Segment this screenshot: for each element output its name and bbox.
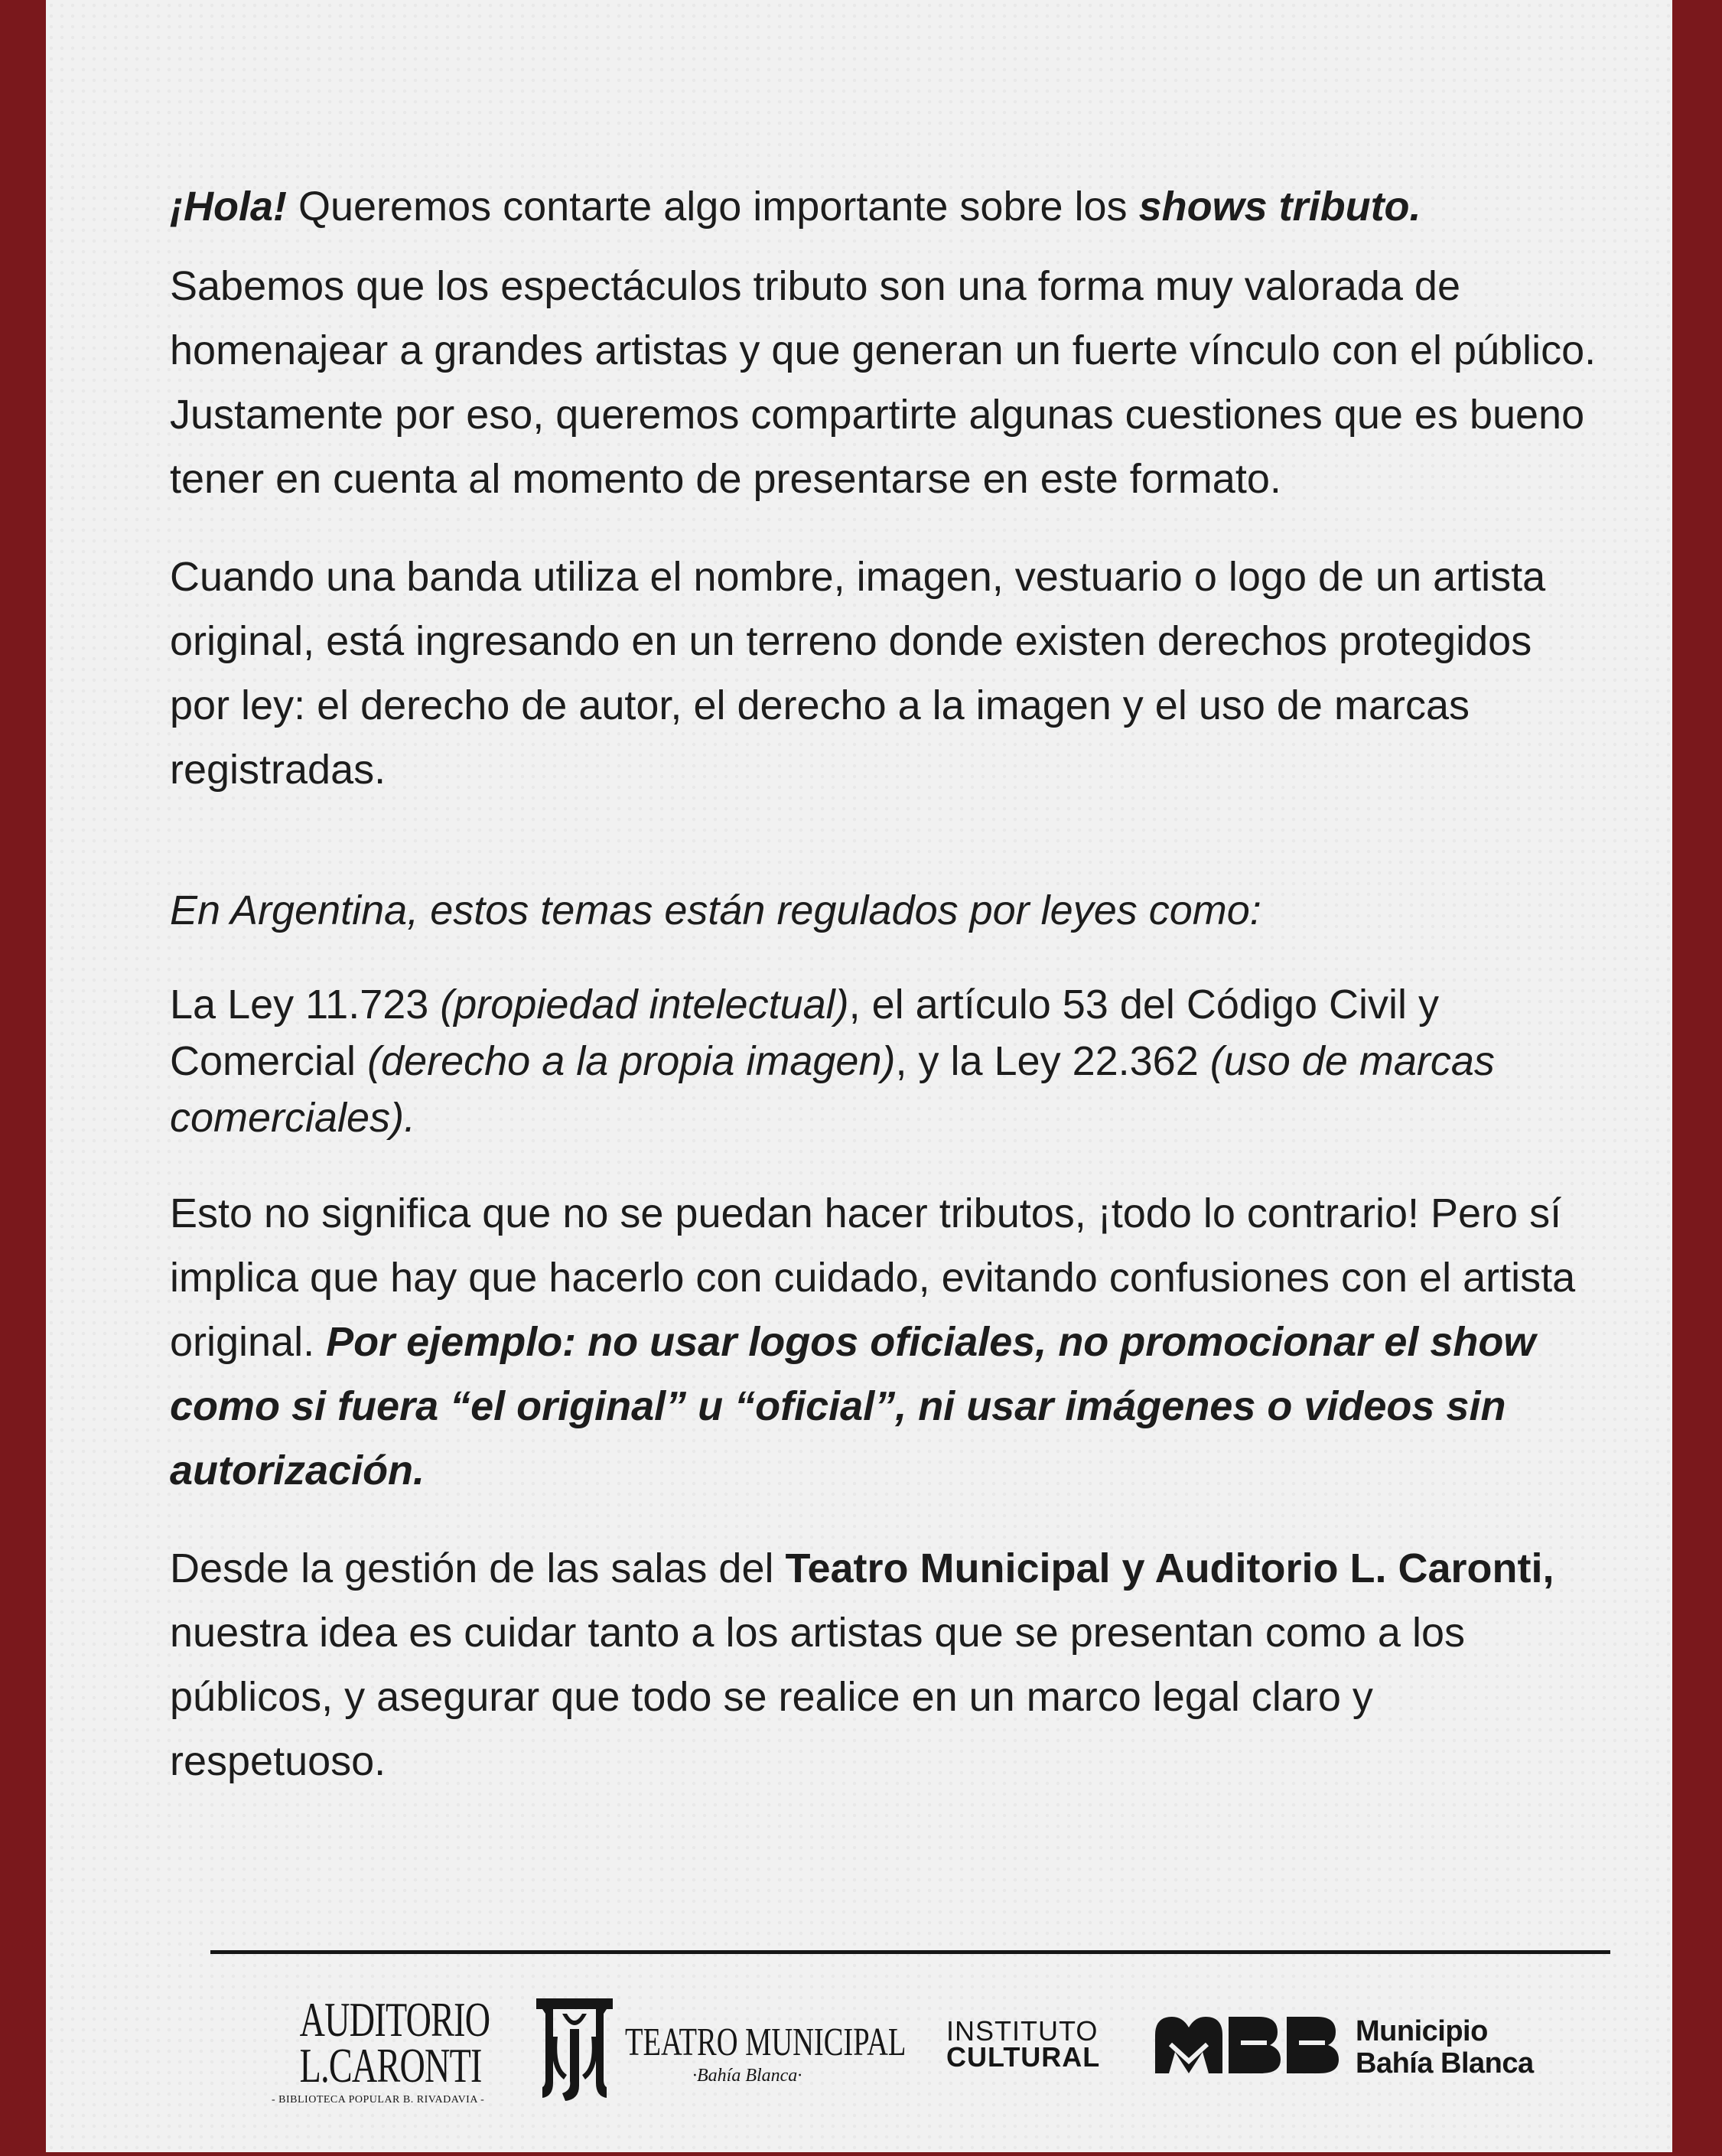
closing-paragraph (170, 1536, 1600, 1793)
law-part-e: , y la Ley 22.362 (895, 1038, 1210, 1084)
greeting-paragraph (170, 174, 1600, 239)
law-part-c: , el artículo 53 del Código Civil y Comercial (170, 982, 1440, 1084)
intro-paragraph: Sabemos que los espectáculos tributo son una forma muy valorada de homenajear a grandes artistas y que generan un fuerte vínculo con el público. Justamente por eso, queremos compartirte algunas cuestiones que es bueno tener en cuenta al momento de presentarse en este formato. (170, 263, 1597, 502)
greeting-shows: shows tributo. (1138, 184, 1421, 230)
mbb-monogram-icon (1155, 2012, 1346, 2076)
law-part-d: (derecho a la propia imagen) (367, 1038, 896, 1084)
tributes-paragraph (170, 1181, 1600, 1503)
footer-logos (210, 1982, 1610, 2119)
closing-venues: Teatro Municipal y Auditorio L. Caronti, (785, 1545, 1554, 1591)
tributes-text: Esto no significa que no se puedan hacer tributos, ¡todo lo contrario! Pero sí implica que hay que hacerlo con cuidado, evitando confusiones con el artista original. (170, 1190, 1576, 1365)
instituto-cultural-logo: INSTITUTO CULTURAL (946, 2015, 1101, 2073)
greeting-hola: ¡Hola! (170, 184, 287, 230)
footer-divider (210, 1950, 1610, 1954)
teatro-monogram-icon (532, 1991, 617, 2106)
tributes-example: Por ejemplo: no usar logos oficiales, no promocionar el show como si fuera “el original” u “oficial”, ni usar imágenes o videos sin autorización. (170, 1319, 1536, 1493)
law-part-b: (propiedad intelectual) (440, 982, 849, 1028)
message-body (170, 174, 1600, 1793)
closing-a: Desde la gestión de las salas del (170, 1545, 786, 1591)
laws-paragraph (170, 976, 1600, 1146)
auditorio-caronti-logo: AUDITORIO L.CARONTI - BIBLIOTECA POPULAR B. RIVADAVIA - (272, 1992, 490, 2106)
page (46, 0, 1672, 2152)
law-part-a: La Ley 11.723 (170, 982, 441, 1028)
laws-intro: En Argentina, estos temas están regulados por leyes como: (170, 887, 1261, 933)
teatro-municipal-logo: TEATRO MUNICIPAL ·Bahía Blanca· (532, 1982, 891, 2119)
greeting-text: Queremos contarte algo importante sobre los (286, 184, 1139, 230)
closing-c: nuestra idea es cuidar tanto a los artistas que se presentan como a los públicos, y asegurar que todo se realice en un marco legal claro y respetuoso. (170, 1610, 1465, 1784)
law-part-f: (uso de marcas comerciales). (170, 1038, 1495, 1141)
rights-paragraph: Cuando una banda utiliza el nombre, imagen, vestuario o logo de un artista original, está ingresando en un terreno donde existen derechos protegidos por ley: el derecho de autor, el derecho a la imagen y el uso de marcas registradas. (170, 554, 1546, 793)
municipio-bahia-blanca-logo: Municipio Bahía Blanca (1155, 1982, 1553, 2119)
